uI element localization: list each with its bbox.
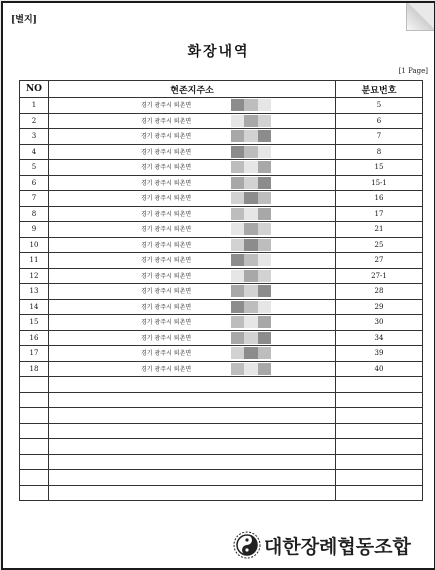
row-address <box>49 175 336 191</box>
row-lot: 28 <box>336 284 423 300</box>
empty-cell <box>20 408 49 424</box>
table-row <box>20 253 423 269</box>
row-lot: 15-1 <box>336 175 423 191</box>
row-no: 5 <box>20 160 49 176</box>
empty-cell <box>336 392 423 408</box>
table-row <box>20 206 423 222</box>
address-text: 경기 광주시 퇴촌면 <box>141 334 192 342</box>
row-no: 8 <box>20 206 49 222</box>
empty-cell <box>20 439 49 455</box>
empty-cell <box>336 485 423 501</box>
row-address <box>49 253 336 269</box>
address-text: 경기 광주시 퇴촌면 <box>141 102 192 110</box>
empty-cell <box>20 485 49 501</box>
row-address <box>49 129 336 145</box>
row-no: 10 <box>20 237 49 253</box>
page-number-label: [1 Page] <box>398 67 428 75</box>
table-row <box>20 330 423 346</box>
taegeuk-emblem-icon <box>233 531 261 559</box>
row-address <box>49 299 336 315</box>
table-row <box>20 129 423 145</box>
table-row <box>20 160 423 176</box>
header-no: NO <box>20 81 49 98</box>
row-lot: 40 <box>336 361 423 377</box>
cremation-table <box>19 80 423 501</box>
address-text: 경기 광주시 퇴촌면 <box>141 133 192 141</box>
empty-cell <box>49 454 336 470</box>
row-address <box>49 268 336 284</box>
redaction-mosaic <box>231 285 271 297</box>
annex-label: [별지] <box>11 15 37 25</box>
empty-row <box>20 439 423 455</box>
redaction-mosaic <box>231 192 271 204</box>
row-lot: 17 <box>336 206 423 222</box>
row-address <box>49 330 336 346</box>
redaction-mosaic <box>231 301 271 313</box>
empty-cell <box>49 423 336 439</box>
row-lot: 16 <box>336 191 423 207</box>
row-address <box>49 191 336 207</box>
empty-row <box>20 485 423 501</box>
table-row <box>20 237 423 253</box>
row-address <box>49 206 336 222</box>
row-lot: 21 <box>336 222 423 238</box>
empty-cell <box>49 485 336 501</box>
row-address <box>49 160 336 176</box>
empty-cell <box>49 392 336 408</box>
redaction-mosaic <box>231 177 271 189</box>
table-row <box>20 98 423 114</box>
address-text: 경기 광주시 퇴촌면 <box>141 288 192 296</box>
empty-row <box>20 454 423 470</box>
row-no: 2 <box>20 113 49 129</box>
row-address <box>49 113 336 129</box>
table-row <box>20 346 423 362</box>
empty-row <box>20 392 423 408</box>
table-row <box>20 144 423 160</box>
empty-cell <box>336 408 423 424</box>
row-lot: 27 <box>336 253 423 269</box>
empty-row <box>20 423 423 439</box>
document-title: 화장내역 <box>187 44 250 60</box>
row-lot: 6 <box>336 113 423 129</box>
empty-cell <box>20 470 49 486</box>
table-row <box>20 315 423 331</box>
redaction-mosaic <box>231 99 271 111</box>
row-lot: 7 <box>336 129 423 145</box>
row-no: 18 <box>20 361 49 377</box>
table-row <box>20 175 423 191</box>
page-corner-fold <box>406 2 435 31</box>
address-text: 경기 광주시 퇴촌면 <box>141 241 192 249</box>
empty-row <box>20 408 423 424</box>
row-no: 3 <box>20 129 49 145</box>
redaction-mosaic <box>231 115 271 127</box>
redaction-mosaic <box>231 161 271 173</box>
table-header-row <box>20 81 423 98</box>
row-no: 6 <box>20 175 49 191</box>
empty-cell <box>20 377 49 393</box>
address-text: 경기 광주시 퇴촌면 <box>141 164 192 172</box>
row-address <box>49 315 336 331</box>
redaction-mosaic <box>231 208 271 220</box>
row-address <box>49 222 336 238</box>
row-no: 13 <box>20 284 49 300</box>
empty-cell <box>336 439 423 455</box>
address-text: 경기 광주시 퇴촌면 <box>141 179 192 187</box>
address-text: 경기 광주시 퇴촌면 <box>141 350 192 358</box>
row-no: 7 <box>20 191 49 207</box>
document-sheet <box>1 1 435 570</box>
redaction-mosaic <box>231 347 271 359</box>
empty-cell <box>49 408 336 424</box>
redaction-mosaic <box>231 130 271 142</box>
address-text: 경기 광주시 퇴촌면 <box>141 148 192 156</box>
address-text: 경기 광주시 퇴촌면 <box>141 365 192 373</box>
address-text: 경기 광주시 퇴촌면 <box>141 272 192 280</box>
row-lot: 8 <box>336 144 423 160</box>
watermark-text: 대한장례협동조합 <box>264 535 411 558</box>
empty-cell <box>336 423 423 439</box>
row-address <box>49 346 336 362</box>
empty-row <box>20 377 423 393</box>
address-text: 경기 광주시 퇴촌면 <box>141 226 192 234</box>
empty-cell <box>336 377 423 393</box>
table-row <box>20 222 423 238</box>
row-lot: 39 <box>336 346 423 362</box>
table-row <box>20 284 423 300</box>
row-address <box>49 98 336 114</box>
row-no: 12 <box>20 268 49 284</box>
address-text: 경기 광주시 퇴촌면 <box>141 319 192 327</box>
address-text: 경기 광주시 퇴촌면 <box>141 303 192 311</box>
watermark-logo <box>229 531 413 559</box>
row-no: 4 <box>20 144 49 160</box>
redaction-mosaic <box>231 223 271 235</box>
empty-cell <box>49 377 336 393</box>
row-lot: 30 <box>336 315 423 331</box>
row-no: 15 <box>20 315 49 331</box>
row-lot: 34 <box>336 330 423 346</box>
row-address <box>49 284 336 300</box>
row-no: 9 <box>20 222 49 238</box>
table-row <box>20 268 423 284</box>
header-address: 현존지주소 <box>49 81 336 98</box>
row-address <box>49 361 336 377</box>
empty-cell <box>336 470 423 486</box>
redaction-mosaic <box>231 332 271 344</box>
empty-cell <box>49 439 336 455</box>
table-row <box>20 361 423 377</box>
row-no: 17 <box>20 346 49 362</box>
header-lot: 분묘번호 <box>336 81 423 98</box>
row-no: 11 <box>20 253 49 269</box>
row-lot: 29 <box>336 299 423 315</box>
row-lot: 27-1 <box>336 268 423 284</box>
row-lot: 15 <box>336 160 423 176</box>
empty-cell <box>20 392 49 408</box>
redaction-mosaic <box>231 146 271 158</box>
empty-cell <box>20 423 49 439</box>
empty-cell <box>49 470 336 486</box>
redaction-mosaic <box>231 363 271 375</box>
address-text: 경기 광주시 퇴촌면 <box>141 117 192 125</box>
table-row <box>20 113 423 129</box>
address-text: 경기 광주시 퇴촌면 <box>141 210 192 218</box>
row-address <box>49 144 336 160</box>
row-address <box>49 237 336 253</box>
row-lot: 25 <box>336 237 423 253</box>
row-lot: 5 <box>336 98 423 114</box>
address-text: 경기 광주시 퇴촌면 <box>141 257 192 265</box>
table-row <box>20 299 423 315</box>
redaction-mosaic <box>231 270 271 282</box>
empty-cell <box>20 454 49 470</box>
row-no: 14 <box>20 299 49 315</box>
address-text: 경기 광주시 퇴촌면 <box>141 195 192 203</box>
redaction-mosaic <box>231 239 271 251</box>
empty-row <box>20 470 423 486</box>
redaction-mosaic <box>231 316 271 328</box>
empty-cell <box>336 454 423 470</box>
table-row <box>20 191 423 207</box>
redaction-mosaic <box>231 254 271 266</box>
row-no: 16 <box>20 330 49 346</box>
row-no: 1 <box>20 98 49 114</box>
